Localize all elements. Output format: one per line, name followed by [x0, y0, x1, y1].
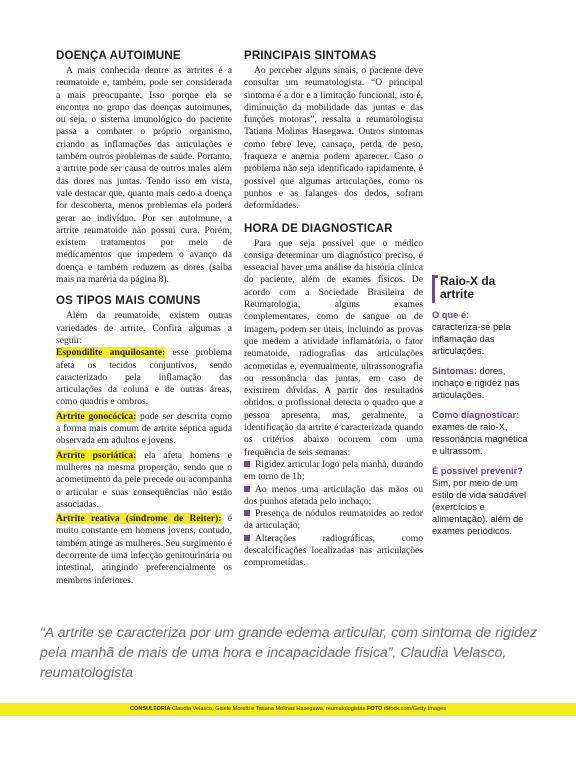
xray-sidebar [432, 275, 532, 537]
list-item: Rigidez articular logo pela manhã, durando em torno de 1h; [244, 458, 423, 483]
type-name: Espondilite anquilosante: [56, 347, 166, 359]
square-bullet-icon [244, 535, 250, 541]
section-heading-types: OS TIPOS MAIS COMUNS [56, 295, 201, 308]
type-item [56, 450, 232, 511]
credits-bar [0, 703, 576, 716]
middle-column [244, 50, 423, 570]
sidebar-title: Raio-X da artrite [440, 274, 496, 301]
consult-text: Claudia Velasco, Gisele Moretti e Tatiana Molinas Hasegawa, reumatologistas [170, 706, 367, 712]
photo-label: FOTO [366, 706, 383, 712]
diagnosis-body: Para que seja possível que o médico consiga determinar um diagnóstico preciso, é essencial haver uma análise da história clínica do paciente, além de exames físicos. De acordo com a Sociedade Brasileira de Reumatologia, alguns exames complementares, como de sangue ou de imagem, podem ser úteis, incluindo as provas que medem a atividade inflamatória, o fator reumatoide, radiografias das articulações acometidas e, eventualmente, ultrassonografia ou ressonância das juntas, em caso de existirem dúvidas. A partir dos resultados obtidos, o profissional detecta o quadro que a pessoa apresenta, mas, geralmente, a identificação da artrite é caracterizada quando os critérios abaixo ocorrem com uma frequência de seis semanas: [244, 237, 423, 458]
sidebar-question: O que é: [432, 310, 470, 320]
sidebar-question: Como diagnosticar: [432, 410, 520, 420]
photo-text: iStock.com/Getty Images [382, 706, 447, 712]
type-item [56, 347, 232, 408]
section-heading-diagnosis: HORA DE DIAGNOSTICAR [244, 222, 393, 235]
list-item: Ao menos uma articulação das mãos ou dos punhos afetada pelo inchaço; [244, 483, 423, 507]
square-bullet-icon [244, 461, 250, 467]
type-name: Artrite gonocócica: [56, 410, 137, 422]
sidebar-question: Sintomas: [432, 366, 477, 376]
sidebar-diagnosis [432, 409, 532, 457]
sidebar-answer: exames de raio-X, ressonância magnética e ultrassom. [432, 422, 528, 456]
type-name: Artrite reativa (síndrome de Reiter): [56, 513, 222, 525]
types-intro: Além da reumatoide, existem outras variedades de artrite. Confira algumas a seguir: [56, 310, 232, 346]
type-text: esse problema afeta os tecidos conjuntivos, sendo caracterizado pela inflamação das articulações da coluna e de outras áreas, como quadris e ombros. [56, 347, 232, 408]
sidebar-answer: caracteriza-se pela inflamação das articulações. [432, 322, 511, 356]
list-item: Presença de nódulos reumatoides ao redor da articulação; [244, 508, 423, 532]
sidebar-what-is [432, 309, 532, 357]
square-bullet-icon [244, 486, 250, 492]
type-text: pode ser descrita como a forma mais comum de artrite séptica aguda observada em adultos e jovens. [56, 410, 232, 447]
sidebar-answer: dores, inchaço e rigidez nas articulações. [432, 366, 520, 400]
autoimmune-body: A mais conhecida dentre as artrites é a reumatoide e, também, pode ser considerada a mais preocupante. Isso porque ela se encontra no grupo das doenças autoimunes, ou seja, o sistema imunológico do paciente passa a combater o próprio organismo, criando as inflamações das articulações e também outros problemas de saúde. Portanto, a artrite pode ser causa de outros males além das dores nas juntas. Tendo isso em vista, vale destacar que, quanto mais cedo a doença for descoberta, menos problemas ela poderá gerar ao indivíduo. Por ser autoimune, a artrite reumatoide não possui cura. Porém, existem tratamentos por meio de medicamentos que impedem o avanço da doença e também reduzem as dores (saiba mais na matéria da página 8). [56, 65, 232, 286]
type-item [56, 411, 232, 448]
sidebar-answer: Sim, por meio de um estilo de vida saudável (exercícios e alimentação), além de exames periódicos. [432, 478, 527, 536]
sidebar-symptoms [432, 365, 532, 401]
criteria-list [244, 459, 423, 570]
section-heading-autoimmune: DOENÇA AUTOIMUNE [56, 50, 181, 62]
pull-quote: “A artrite se caracteriza por um grande edema articular, com sintoma de rigidez pela manhã de mais de uma hora e incapacidade física”, Claudia Velasco, reumatologista [40, 625, 538, 681]
sidebar-header [432, 275, 532, 301]
type-item [56, 513, 232, 587]
type-name: Artrite psoriática: [56, 449, 137, 461]
left-column [56, 50, 232, 587]
type-text: é muito constante em homens jovens, contudo, também atinge as mulheres. Seu surgimento é decorrente de uma infecção genitourinária ou intestinal, atingindo preferencialmente os membros inferiores. [56, 513, 232, 586]
sidebar-prevention [432, 465, 532, 537]
sidebar-question: É possível prevenir? [432, 466, 523, 476]
corner-bracket-icon [432, 275, 438, 303]
symptoms-body: Ao perceber alguns sinais, o paciente deve consultar um reumatologista. “O principal sintoma é a dor e a limitação funcional, isto é, diminuição da mobilidade das juntas e das funções motoras”, ressalta a reumatologista Tatiana Molinas Hasegawa. Outros sintomas como febre leve, cansaço, perda de peso, fraqueza e anemia podem aparecer. Caso o problema não seja identificado rapidamente, é possível que algumas articulações, como os punhos e as falanges dos dedos, sofram deformidades. [244, 65, 423, 212]
section-heading-symptoms: PRINCIPAIS SINTOMAS [244, 50, 377, 62]
list-item: Alterações radiográficas, como descalcificações localizadas nas articulações comprometidas. [244, 532, 423, 569]
type-text: ela afeta homens e mulheres na mesma proporção, sendo que o acometimento da pele precede ou acompanha o articular e suas consequências não estão associadas. [56, 449, 233, 510]
consult-label: CONSULTORIA [129, 706, 171, 712]
square-bullet-icon [244, 510, 250, 516]
